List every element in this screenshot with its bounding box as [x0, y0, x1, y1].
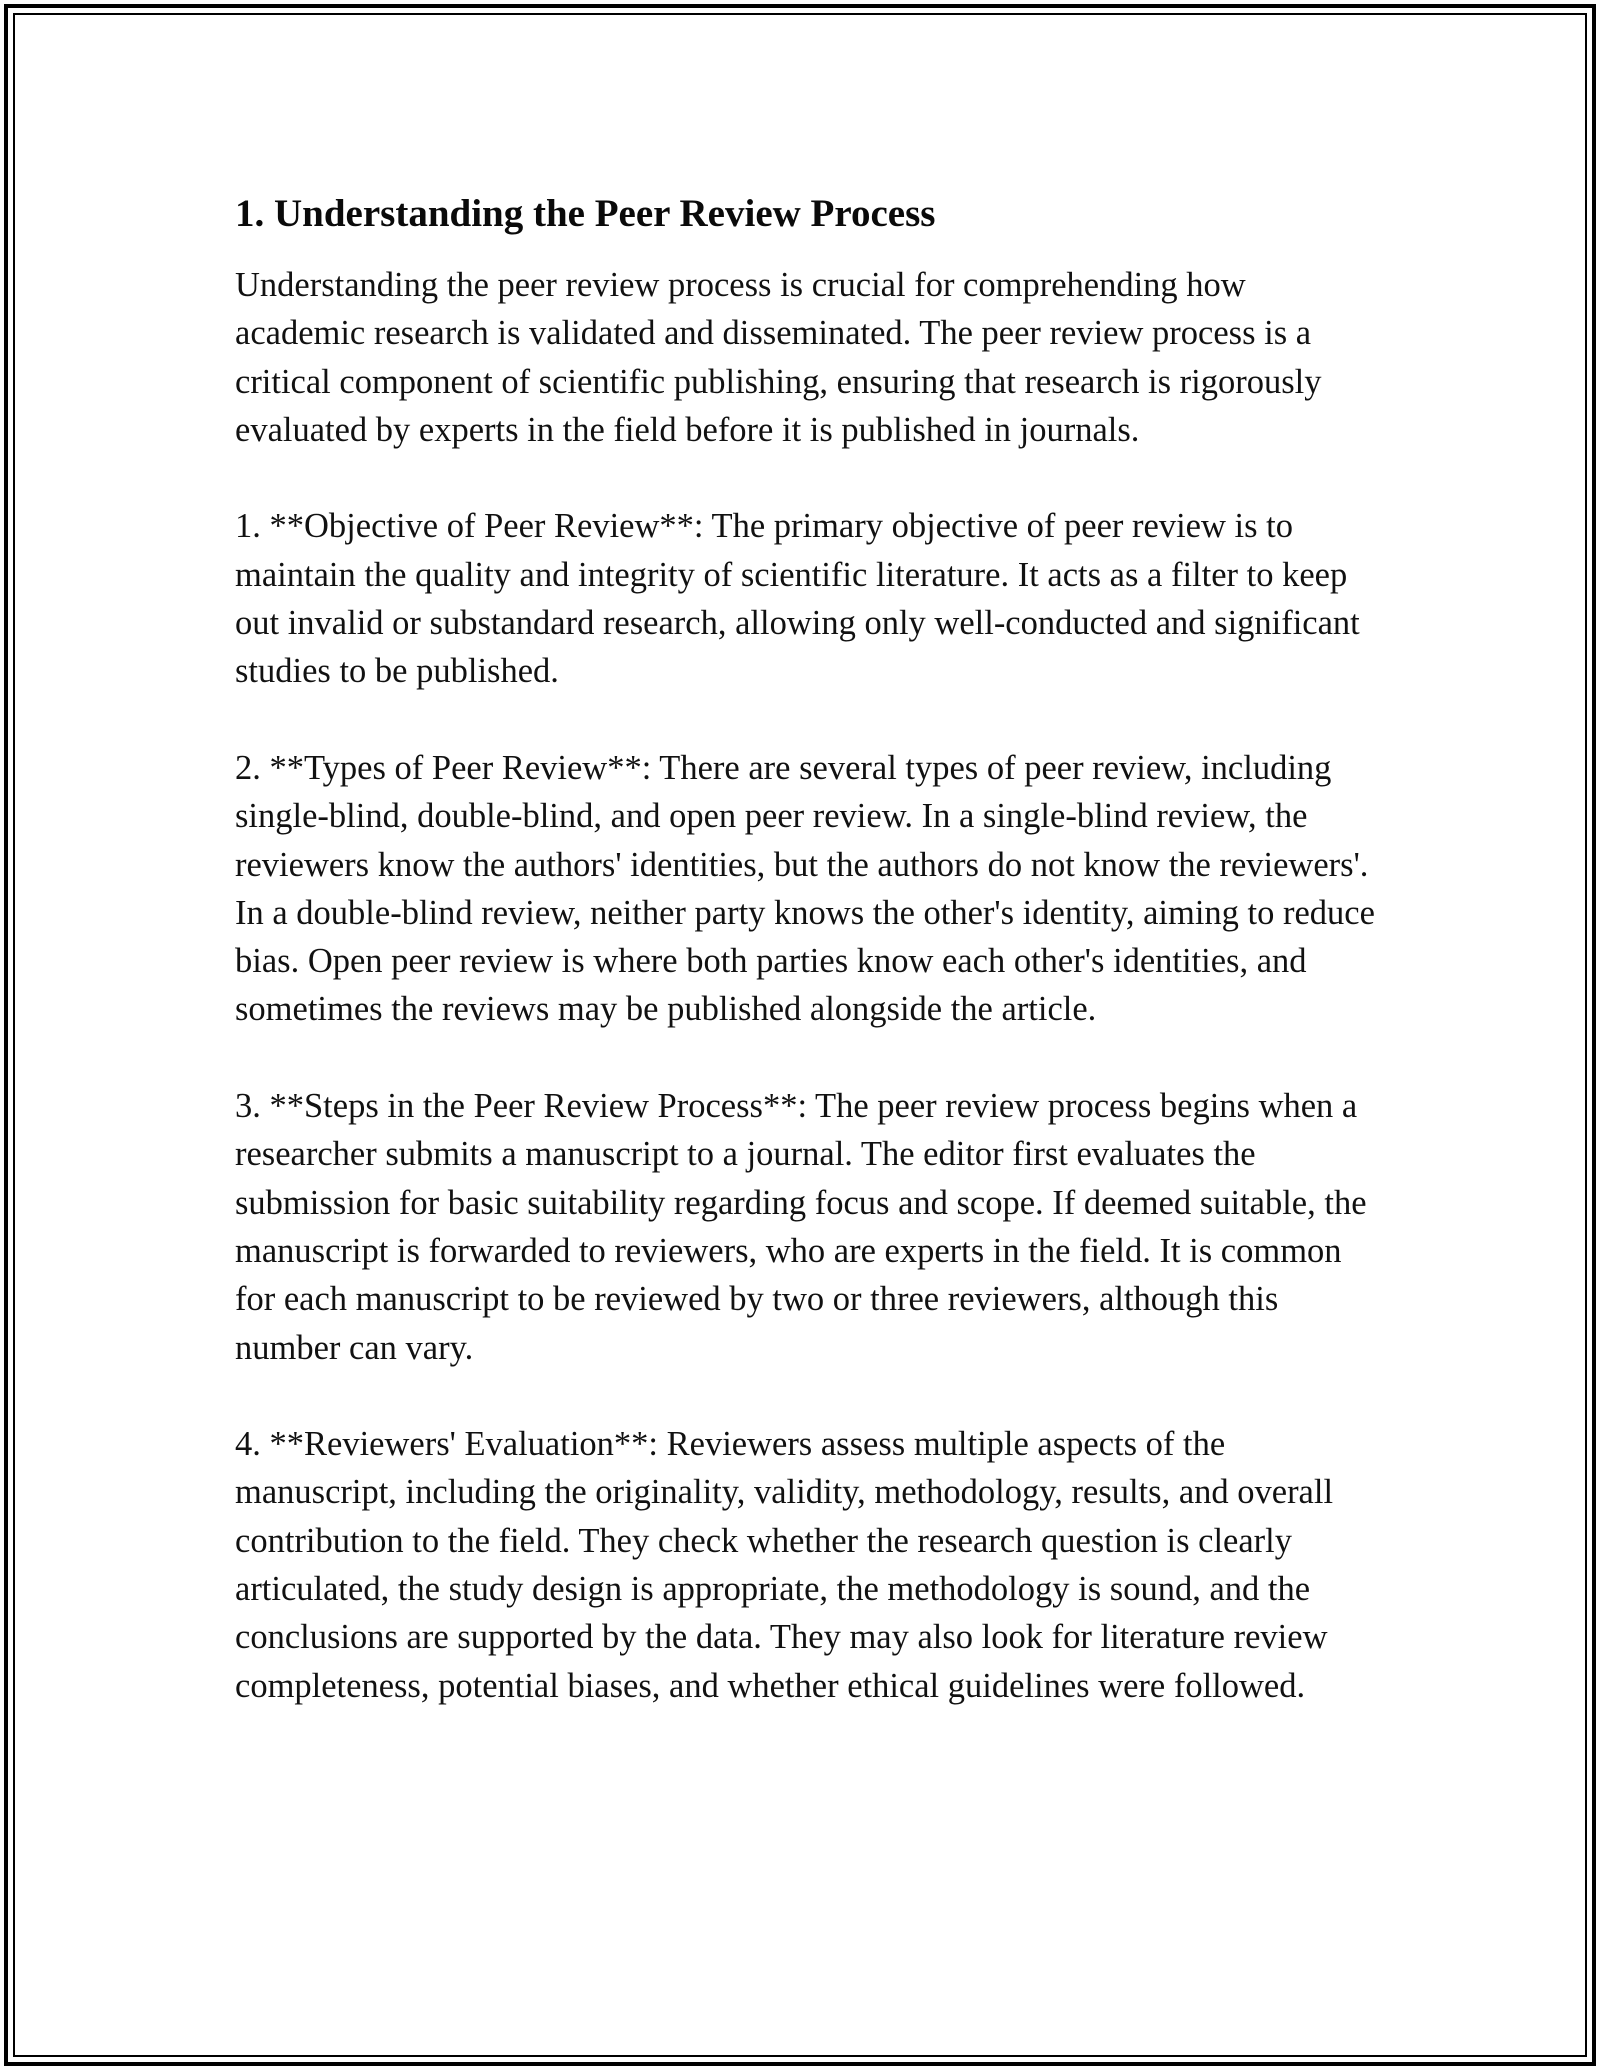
section-heading: 1. Understanding the Peer Review Process	[235, 192, 936, 235]
intro-paragraph: Understanding the peer review process is crucial for comprehending how academic research is validated and disseminated. The peer review process is a critical component of scientific publishing, ensuring that research is rigorously evaluated by experts in the field before it is published in journals.	[235, 266, 1322, 449]
document-body	[235, 188, 1375, 1758]
paragraph-types: 2. **Types of Peer Review**: There are several types of peer review, including single-blind, double-blind, and open peer review. In a single-blind review, the reviewers know the authors' identities, but the authors do not know the reviewers'. In a double-blind review, neither party knows the other's identity, aiming to reduce bias. Open peer review is where both parties know each other's identities, and sometimes the reviews may be published alongside the article.	[235, 748, 1375, 1029]
paragraph-evaluation: 4. **Reviewers' Evaluation**: Reviewers assess multiple aspects of the manuscript, including the originality, validity, methodology, results, and overall contribution to the field. They check whether the research question is clearly articulated, the study design is appropriate, the methodology is sound, and the conclusions are supported by the data. They may also look for literature review completeness, potential biases, and whether ethical guidelines were followed.	[235, 1425, 1334, 1705]
paragraph-objective: 1. **Objective of Peer Review**: The primary objective of peer review is to maintain the quality and integrity of scientific literature. It acts as a filter to keep out invalid or substandard research, allowing only well-conducted and significant studies to be published.	[235, 507, 1360, 691]
paragraph-steps: 3. **Steps in the Peer Review Process**: The peer review process begins when a researcher submits a manuscript to a journal. The editor first evaluates the submission for basic suitability regarding focus and scope. If deemed suitable, the manuscript is forwarded to reviewers, who are experts in the field. It is common for each manuscript to be reviewed by two or three reviewers, although this number can vary.	[235, 1087, 1367, 1367]
